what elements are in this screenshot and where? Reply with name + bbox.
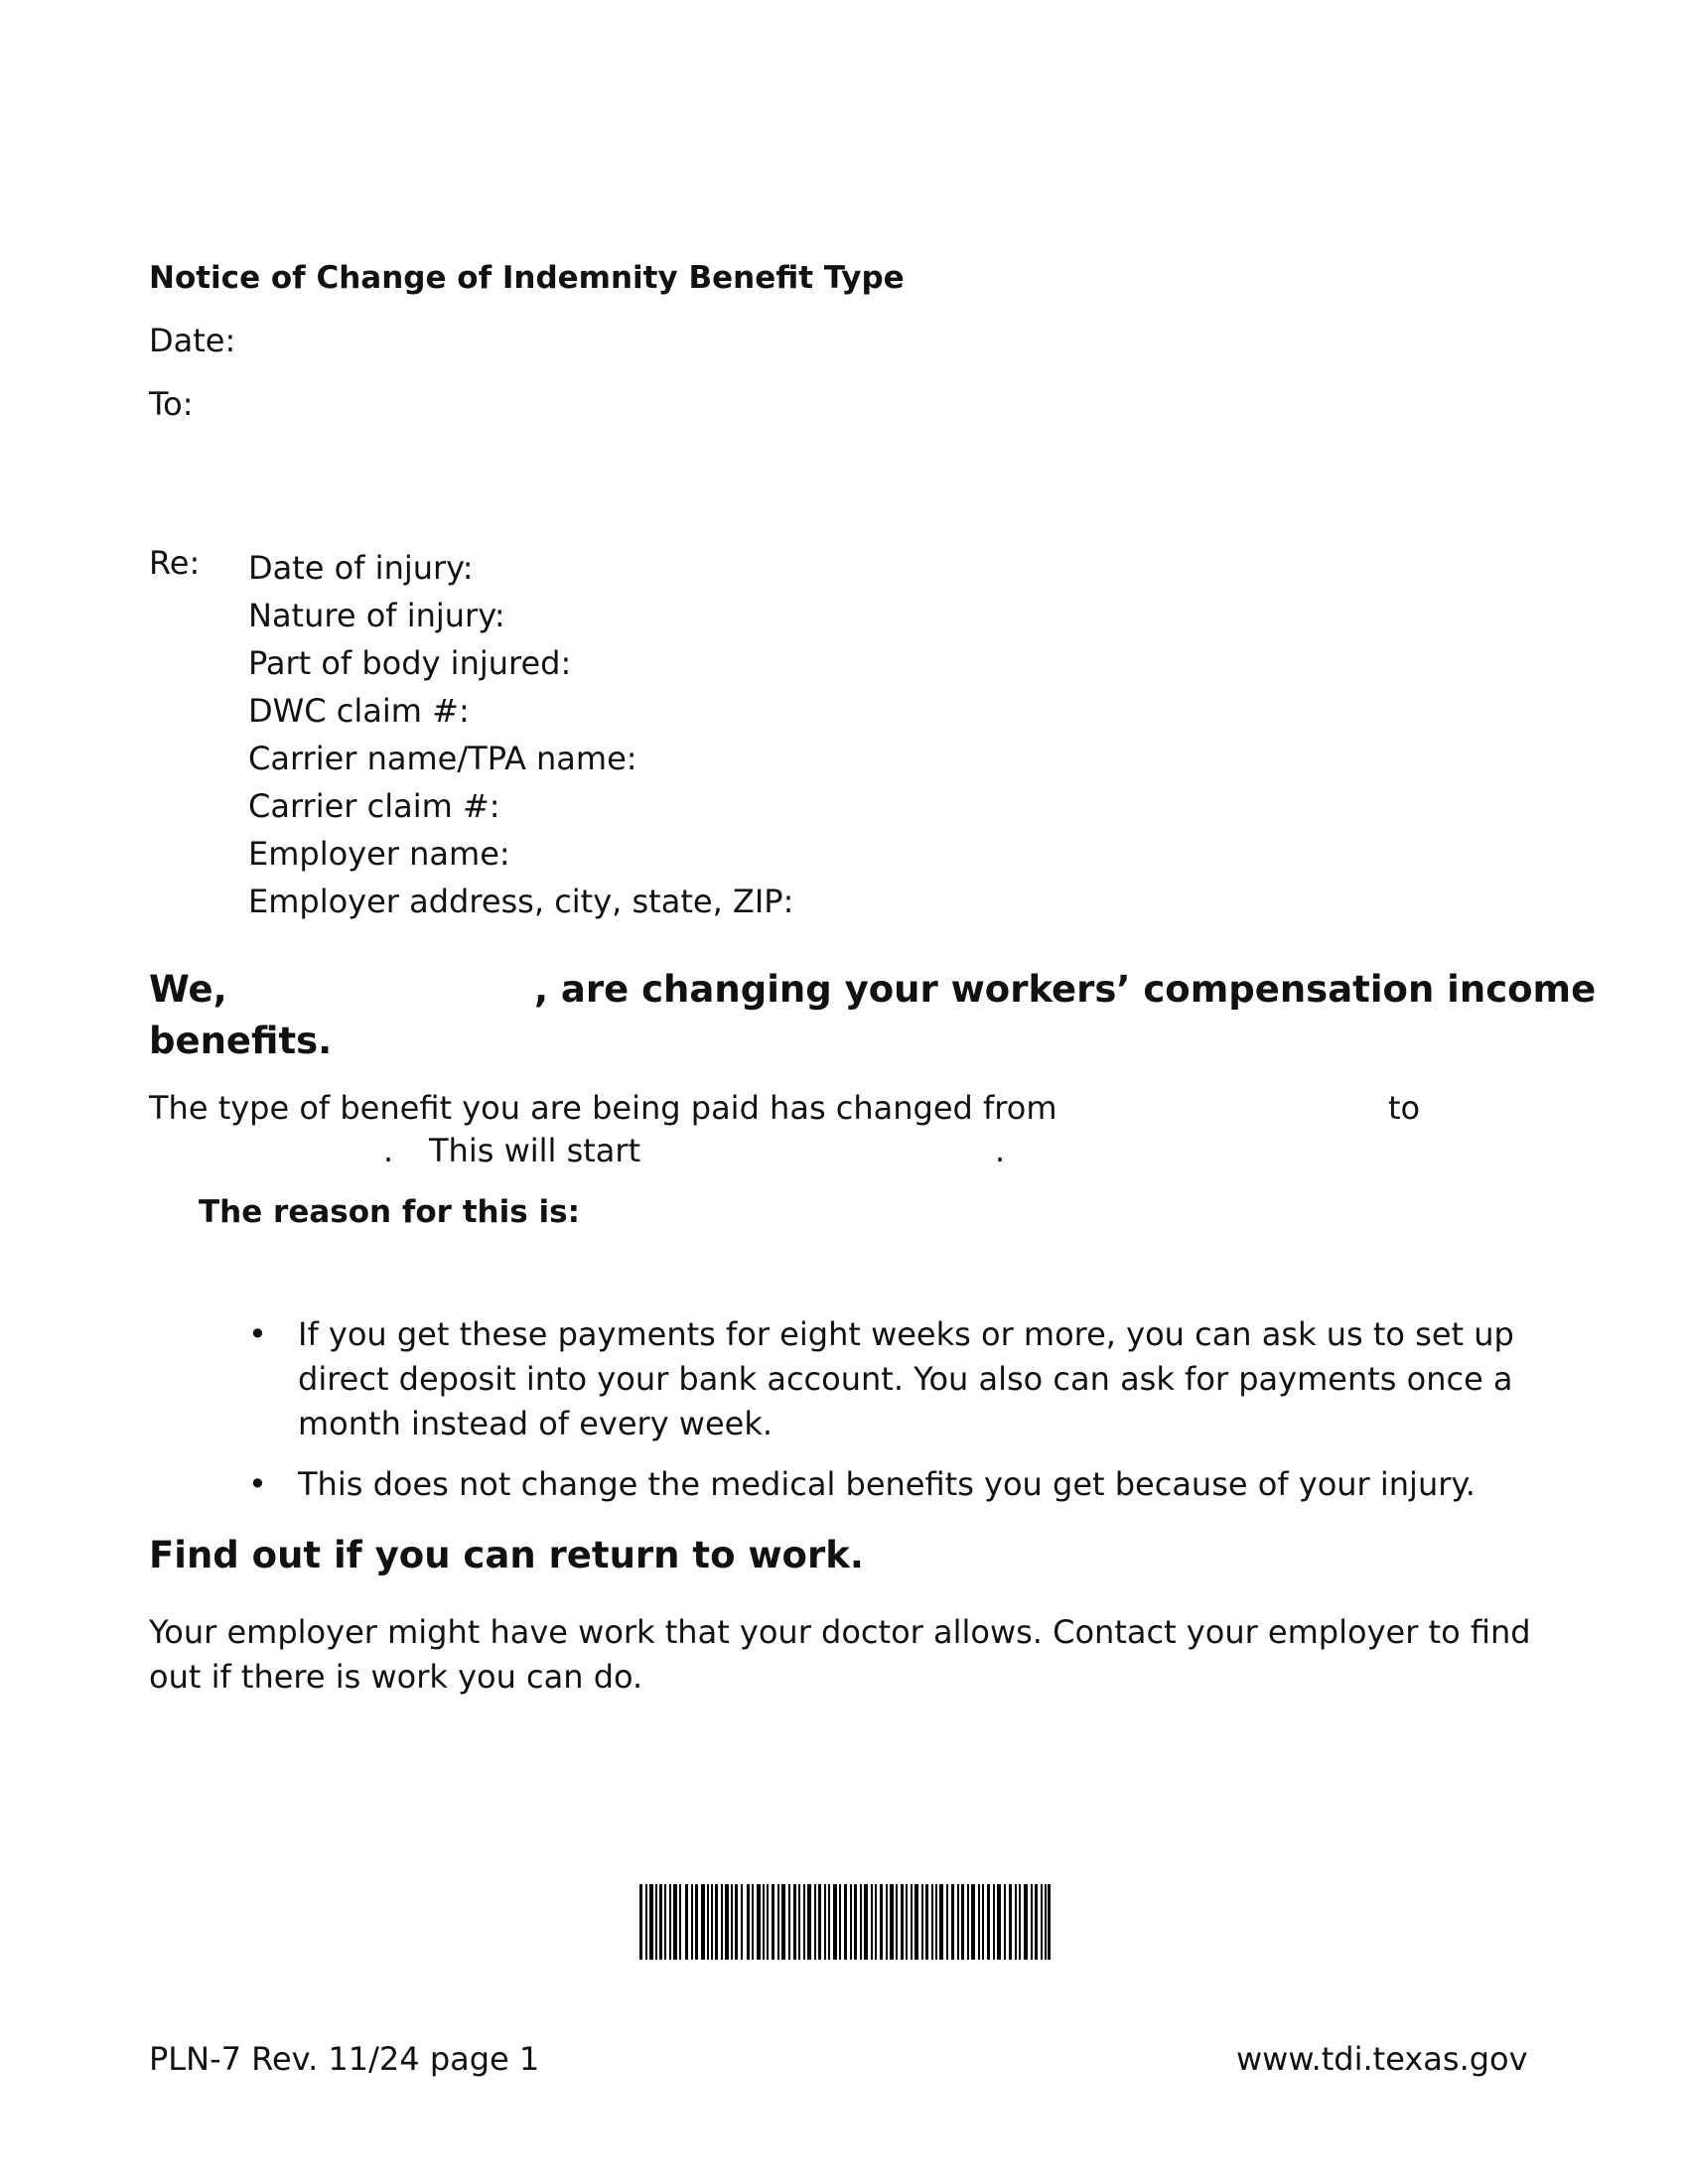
bullet-text-direct-deposit: If you get these payments for eight weeks or more, you can ask us to set up direct deposit into your bank account. You also can ask for payments once a month instead of every week. xyxy=(298,1315,1514,1442)
date-label: Date: xyxy=(149,322,236,359)
re-field-employer-address: Employer address, city, state, ZIP: xyxy=(248,883,794,920)
bullet-text-medical: This does not change the medical benefits you get because of your injury. xyxy=(298,1465,1476,1503)
re-fields-list xyxy=(248,544,793,925)
re-field-carrier-claim: Carrier claim #: xyxy=(248,787,500,825)
re-field-employer-name: Employer name: xyxy=(248,835,510,873)
re-field-nature-of-injury: Nature of injury: xyxy=(248,597,505,634)
change-text: The type of benefit you are being paid has changed from xyxy=(149,1089,1057,1127)
re-field-dwc-claim: DWC claim #: xyxy=(248,692,470,730)
bullet-dot: • xyxy=(248,1465,267,1503)
heading-changing: , are changing your workers’ compensation income xyxy=(534,968,1597,1011)
re-field-date-of-injury: Date of injury: xyxy=(248,549,474,587)
change-to: to xyxy=(1388,1089,1421,1127)
re-label: Re: xyxy=(149,544,201,582)
heading-we: We, xyxy=(149,968,227,1011)
form-id: PLN-7 Rev. 11/24 page 1 xyxy=(149,2040,540,2078)
website-link[interactable]: www.tdi.texas.gov xyxy=(1236,2040,1528,2078)
bullet-list xyxy=(248,1312,1559,1523)
return-to-work-heading: Find out if you can return to work. xyxy=(149,1534,864,1576)
bullet-item xyxy=(248,1312,1559,1446)
start-period: . xyxy=(995,1132,1006,1169)
bullet-dot: • xyxy=(248,1315,267,1353)
start-text: This will start xyxy=(429,1132,641,1169)
bullet-item xyxy=(248,1462,1559,1507)
barcode xyxy=(639,1884,1051,1960)
to-label: To: xyxy=(149,385,194,423)
change-period: . xyxy=(383,1132,394,1169)
heading-benefits: benefits. xyxy=(149,1020,333,1062)
re-field-carrier-name: Carrier name/TPA name: xyxy=(248,740,637,777)
return-to-work-text: Your employer might have work that your doctor allows. Contact your employer to find out if there is work you can do. xyxy=(149,1613,1531,1696)
reason-label: The reason for this is: xyxy=(199,1194,580,1230)
re-field-part-of-body: Part of body injured: xyxy=(248,644,572,682)
document-title: Notice of Change of Indemnity Benefit Type xyxy=(149,260,905,296)
